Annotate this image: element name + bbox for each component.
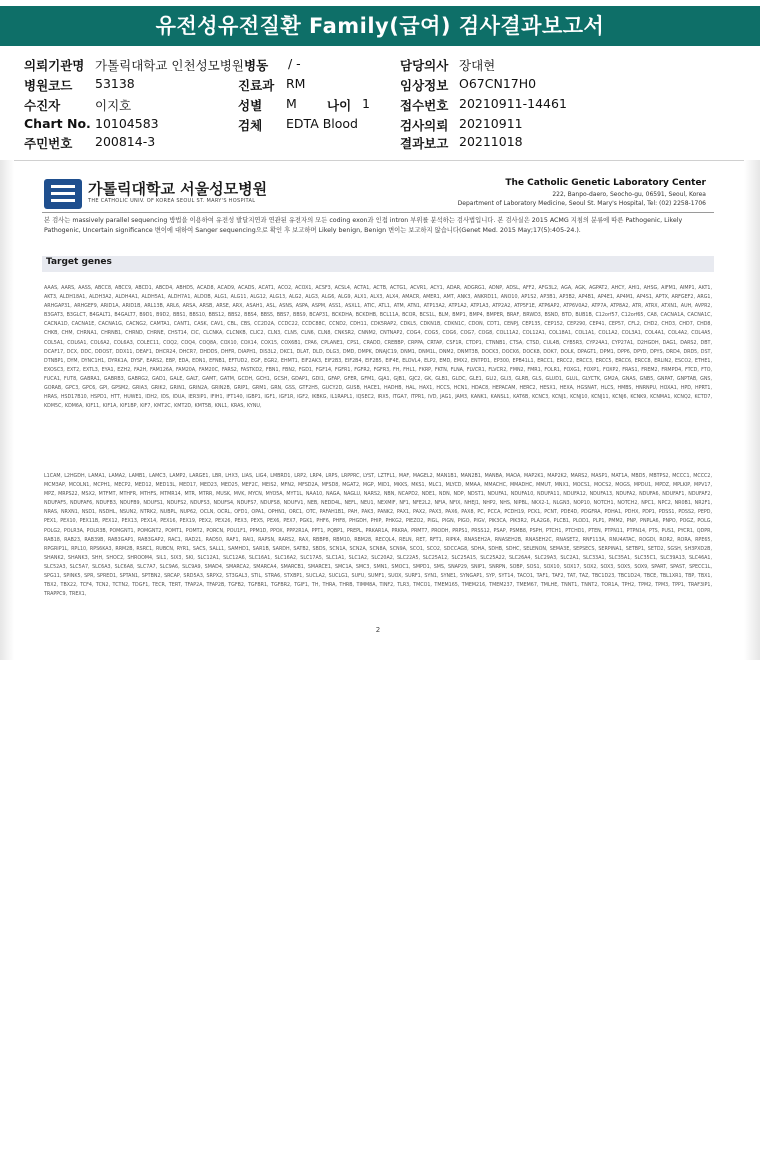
examinee-value: 이지호 <box>95 98 132 113</box>
request-date-label: 검사의뢰 <box>400 118 449 133</box>
scan-edge-left <box>0 160 14 660</box>
age-value: 1 <box>362 96 370 111</box>
resident-no-value: 200814-3 <box>95 134 156 149</box>
report-date-value: 20211018 <box>459 134 523 149</box>
hospital-code-value: 53138 <box>95 76 135 91</box>
report-title: 유전성유전질환 Family(급여) 검사결과보고서 <box>0 6 760 46</box>
hospital-code-label: 병원코드 <box>24 78 73 93</box>
receipt-no-value: 20210911-14461 <box>459 96 567 111</box>
lab-address-line-1: 222, Banpo-daero, Seocho-gu, 06591, Seoul, Korea <box>552 191 706 198</box>
hospital-subname: THE CATHOLIC UNIV. OF KOREA SEOUL ST. MARY'S HOSPITAL <box>88 198 256 204</box>
specimen-value: EDTA Blood <box>286 116 358 131</box>
clinical-info-value: O67CN17H0 <box>459 76 537 91</box>
hospital-name: 가톨릭대학교 서울성모병원 <box>88 180 268 198</box>
receipt-no-label: 접수번호 <box>400 98 449 113</box>
report-date-label: 결과보고 <box>400 136 449 151</box>
doctor-label: 담당의사 <box>400 58 449 73</box>
sex-value: M <box>286 96 297 111</box>
report-info-block <box>0 52 760 152</box>
specimen-label: 검체 <box>238 118 263 133</box>
page-number: 2 <box>375 626 381 634</box>
age-label: 나이 <box>327 98 352 113</box>
resident-no-label: 주민번호 <box>24 136 73 151</box>
chart-no-label: Chart No. <box>24 116 91 131</box>
gene-list-block-2: L1CAM, L2HGDH, LAMA1, LAMA2, LAMB1, LAMC3, LAMP2, LARGE1, LBR, LHX3, LIAS, LIG4, LMBRD1, LRP2, LRP4, LRPS, LRPPRC, LYST, LZTFL1, MAF, MAGEL2, MAN1B1, MAN2B1, MANBA, MAOA, MAP2K1, MAP2K2, MARS2, MASP1, MAT1A, MBD5, MBTPS2, MCCC1, MCCC2, MCM3AP, MCOLN1, MCPH1, MECP2, MED12, MED13L, MED17, MED23, MED25, MEF2C, MEIS2, MFN2, MFSD2A, MFSD8, MGAT2, MGP, MID1, MKKS, MKS1, MLC1, MLYCD, MMAA, MMACHC, MMADHC, MMUT, MNX1, MOCS1, MOCS2, MOGS, MPDU1, MPDZ, MPLKIP, MPV17, MPZ, MRPS22, MSX2, MTFMT, MTHFR, MTHFS, MTMR14, MTR, MTRR, MUSK, MVK, MYCN, MYO5A, MYT1L, NAA10, NAGA, NAGLU, NARS2, NBN, NCAPD2, NDE1, NDN, NDP, NDST1, NDUFA1, NDUFA10, NDUFA11, NDUFA12, NDUFA13, NDUFA2, NDUFA6, NDUFAF1, NDUFAF2, NDUFAF5, NDUFAF6, NDUFB3, NDUFB9, NDUFS1, NDUFS2, NDUFS3, NDUFS4, NDUFS7, NDUFS8, NDUFV1, NEB, NEDD4L, NEFL, NEU1, NEXMIF, NF1, NFE2L2, NFIA, NFIX, NHEJ1, NHP2, NHS, NIPBL, NKX2-1, NLGN3, NOP10, NOTCH1, NOTCH2, NPC1, NPC2, NR0B1, NR2F1, NRAS, NRXN1, NSD1, NSDHL, NSUN2, NTRK2, NUBPL, NUP62, OCLN, OCRL, OFD1, OPA1, OPHN1, ORC1, OTC, PAFAH1B1, PAH, PAK3, PANK2, PAX1, PAX2, PAX3, PAX6, PAX8, PC, PCCA, PCDH19, PCK1, PCNT, PDE4D, PDGFRA, PDHA1, PDHX, PDP1, PDSS1, PDSS2, PEPD, PEX1, PEX10, PEX11B, PEX12, PEX13, PEX14, PEX16, PEX19, PEX2, PEX26, PEX3, PEX5, PEX6, PEX7, PGK1, PHF6, PHF8, PHGDH, PHIP, PHKG2, PIEZO2, PIGL, PIGN, PIGO, PIGV, PIK3CA, PIK3R2, PLA2G6, PLCB1, PLOD1, PLP1, PMM2, PNP, PNPLA6, PNPO, POGZ, POLG, POLG2, POLR3A, POLR3B, POMGNT1, POMGNT2, POMT1, POMT2, PORCN, POU1F1, PPM1D, PPOX, PPP2R1A, PPT1, PQBP1, PREPL, PRKAR1A, PRKRA, PRMT7, PRODH, PRPS1, PRSS12, PSAP, PSMB8, PSPH, PTCH1, PTCHD1, PTEN, PTPN11, PTPN14, PTS, PUS1, PYCR1, QDPR, RAB18, RAB23, RAB39B, RAB3GAP1, RAB3GAP2, RAC1, RAD21, RAD50, RAF1, RAI1, RAPSN, RARS2, RAX, RBBP8, RBM10, RBM28, RECQL4, RELN, RET, RFT1, RIPK4, RNASEH2A, RNASEH2B, RNASEH2C, RNASET2, RNF113A, RNU4ATAC, ROGDI, ROR2, RORA, RPE65, RPGRIP1L, RPL10, RPS6KA3, RRM2B, RSRC1, RUBCN, RYR1, SACS, SALL1, SAMHD1, SAR1B, SARDH, SATB2, SBDS, SCN1A, SCN2A, SCN8A, SCN9A, SCO1, SCO2, SDCCAG8, SDHA, SDHB, SDHC, SELENON, SEMA3E, SEPSECS, SERPINA1, SETBP1, SETD2, SGSH, SH3PXD2B, SHANK2, SHANK3, SHH, SHOC2, SHROOM4, SIL1, SIX3, SKI, SLC12A1, SLC12A6, SLC16A1, SLC16A2, SLC17A5, SLC1A1, SLC1A2, SLC20A2, SLC22A5, SLC25A12, SLC25A15, SLC25A22, SLC26A4, SLC29A3, SLC2A1, SLC33A1, SLC35A1, SLC35C1, SLC39A13, SLC46A1, SLC52A3, SLC5A7, SLC6A3, SLC6A8, SLC7A7, SLC9A6, SLC9A9, SMAD4, SMARCA2, SMARCA4, SMARCB1, SMARCE1, SMC1A, SMC3, SMN1, SMOC1, SMPD1, SMS, SNAP29, SNIP1, SNRPN, SOBP, SOS1, SOX10, SOX17, SOX2, SOX3, SOX5, SOX9, SPART, SPAST, SPECC1L, SPG11, SPINK5, SPR, SPRED1, SPTAN1, SPTBN2, SRCAP, SRD5A3, SRPX2, ST3GAL3, STIL, STRA6, STXBP1, SUCLA2, SUCLG1, SUFU, SUMF1, SUOX, SURF1, SYN1, SYNE1, SYNGAP1, SYP, SYT14, TACO1, TAF1, TAF2, TAT, TAZ, TBC1D23, TBC1D24, TBCE, TBL1XR1, TBP, TBX1, TBX2, TBX22, TCF4, TCN2, TCTN2, TDGF1, TECR, TERT, TFAP2A, TFAP2B, TGFB2, TGFBR1, TGFBR2, TGIF1, TH, THRA, THRB, TIMM8A, TINF2, TLR3, TMCO1, TMEM165, TMEM216, TMEM237, TMEM67, TMLHE, TNNT1, TNNT2, TOR1A, TPH2, TPM2, TPM3, TPP1, TRAF3IP1, TRAPPC9, TREX1, <box>44 474 712 598</box>
examinee-label: 수진자 <box>24 98 61 113</box>
ward-label: 병동 <box>244 58 269 73</box>
target-genes-heading <box>42 256 714 272</box>
request-date-value: 20210911 <box>459 116 523 131</box>
doctor-value: 장대현 <box>459 58 496 73</box>
test-description: 본 검사는 massively parallel sequencing 방법을 이용하여 유전성 발달지연과 연관된 유전자의 모든 coding exon과 인접 intron 부위를 분석하는 검사법입니다. 본 검사실은 2015 ACMG 지침의 분류에 따른 Pathogenic, Likely Pathogenic, Uncertain significance 변이에 대하여 Sanger sequencing으로 확인 후 보고하며 Likely benign, Benign 변이는 보고하지 않습니다(Genet Med. 2015 May;17(5):405-24.). <box>44 217 683 234</box>
institution-label: 의뢰기관명 <box>24 58 85 73</box>
lab-center-name: The Catholic Genetic Laboratory Center <box>505 178 706 188</box>
lab-center-address <box>458 190 706 208</box>
scanned-report-page <box>28 172 728 657</box>
lab-address-line-2: Department of Laboratory Medicine, Seoul St. Mary's Hospital, Tel: (02) 2258-1706 <box>457 200 706 207</box>
target-genes-heading-text: Target genes <box>46 257 112 267</box>
department-label: 진료과 <box>238 78 275 93</box>
hospital-logo-icon <box>44 179 82 209</box>
scan-edge-right <box>744 160 760 660</box>
clinical-info-label: 임상정보 <box>400 78 449 93</box>
ward-value: / - <box>288 56 301 71</box>
header-divider <box>42 212 714 213</box>
department-value: RM <box>286 76 306 91</box>
institution-value: 가톨릭대학교 인천성모병원 <box>95 58 244 73</box>
gene-list-block-1: AAAS, AARS, AASS, ABCC8, ABCC9, ABCD1, ABCD4, ABHD5, ACAD8, ACAD9, ACADS, ACAT1, ACO2, ACOX1, ACSF3, ACSL4, ACTA1, ACTB, ACTG1, ACVR1, ACY1, ADAR, ADGRG1, ADNP, ADSL, AFF2, AFG3L2, AGA, AGK, AGPAT2, AHCY, AHI1, AHSG, AIFM1, AIMP1, AKT1, AKT3, ALDH18A1, ALDH3A2, ALDH4A1, ALDH5A1, ALDH7A1, ALDOB, ALG1, ALG11, ALG12, ALG13, ALG2, ALG3, ALG6, ALG9, ALX1, ALX3, ALX4, AMACR, AMER1, AMT, ANK3, ANKRD11, ANO10, AP1S2, AP3B1, AP3B2, AP4B1, AP4E1, AP4M1, AP4S1, APTX, ARFGEF2, ARG1, ARHGAP31, ARHGEF9, ARID1A, ARID1B, ARL13B, ARL6, ARSA, ARSB, ARSE, ARX, ASAH1, ASL, ASNS, ASPA, ASPM, ASS1, ASXL1, ATIC, ATL1, ATM, ATN1, ATP13A2, ATP1A2, ATP1A3, ATP2A2, ATP5F1E, ATP6AP2, ATP6V0A2, ATP7A, ATP8A2, ATR, ATRX, ATXN1, AUH, AVPR2, B3GAT3, B3GLCT, B4GALT1, B4GALT7, B9D1, B9D2, BBS1, BBS10, BBS12, BBS2, BBS4, BBS5, BBS7, BBS9, BCAP31, BCKDHA, BCKDHB, BCL11A, BCOR, BCS1L, BLM, BMP1, BMP4, BMPER, BRAF, BRWD3, BSND, BTD, BUB1B, C12orf57, C12orf65, CA8, CACNA1A, CACNA1C, CACNA1D, CACNA1E, CACNA1G, CACNG2, CAMTA1, CANT1, CASK, CAV1, CBL, CBS, CC2D2A, CCDC22, CCDC88C, CCND2, CDH11, CDK5RAP2, CDKL5, CDKN1B, CDKN1C, CDON, CDT1, CENPJ, CEP135, CEP152, CEP290, CEP41, CEP57, CFL2, CHD2, CHD3, CHD7, CHD8, CHKB, CHM, CHRNA1, CHRNB1, CHRND, CHRNE, CHST14, CIC, CLCNKA, CLCNKB, CLIC2, CLN3, CLN5, CLN6, CLN8, CNKSR2, CNNM2, CNTNAP2, COG4, COG5, COG6, COG7, COG8, COL11A2, COL12A1, COL18A1, COL1A1, COL1A2, COL3A1, COL4A1, COL4A2, COL4A5, COL5A1, COL6A1, COL6A2, COL6A3, COLEC11, COQ2, COQ4, COQ8A, COX10, COX14, COX15, COX6B1, CPA6, CPLANE1, CPS1, CRADD, CREBBP, CRPPA, CRTAP, CSF1R, CTDP1, CTNNB1, CTSA, CTSD, CUL4B, CYB5R3, CYP24A1, CYP27A1, D2HGDH, DAG1, DARS2, DBT, DCAF17, DCX, DDC, DDOST, DDX11, DEAF1, DHCR24, DHCR7, DHDDS, DHFR, DIAPH1, DIS3L2, DKC1, DLAT, DLD, DLG3, DMD, DMPK, DNAJC19, DNM1, DNM1L, DNM2, DNMT3B, DOCK3, DOCK6, DOCK8, DOK7, DOLK, DPAGT1, DPM1, DPP6, DPYD, DPYS, DRD4, DRD5, DST, DTNBP1, DYM, DYNC1H1, DYRK1A, DYSF, EARS2, EBP, EDA, EDN1, EFNB1, EFTUD2, EGF, EGR2, EHMT1, EIF2AK3, EIF2B3, EIF2B4, EIF2B5, EIF4E, ELOVL4, ELP2, EMD, EMX2, ENTPD1, EP300, EPB41L1, ERCC1, ERCC2, ERCC3, ERCC5, ERCC6, ERCC8, ERLIN2, ESCO2, ETHE1, EXOSC3, EXT2, EXTL3, EYA1, EZH2, FA2H, FAM126A, FAM20A, FAM20C, FARS2, FASTKD2, FBN1, FBN2, FGD1, FGF14, FGFR1, FGFR2, FGFR3, FH, FHL1, FKRP, FKTN, FLNA, FLVCR1, FLVCR2, FMN2, FMR1, FOLR1, FOXG1, FOXP1, FOXP2, FRAS1, FREM2, FRMPD4, FTCD, FTO, FUCA1, FUT8, GABRA1, GABRB3, GABRG2, GAD1, GALE, GALT, GAMT, GATM, GCDH, GCH1, GCSH, GDAP1, GDI1, GFAP, GFER, GFM1, GJA1, GJB1, GJC2, GK, GLB1, GLDC, GLE1, GLI2, GLI3, GLRB, GLS, GLUD1, GLUL, GLYCTK, GM2A, GNAS, GNB5, GNPAT, GNPTAB, GNS, GORAB, GPC3, GPC6, GPI, GPSM2, GRIA3, GRIK2, GRIN1, GRIN2A, GRIN2B, GRIP1, GRM1, GRN, GSS, GTF2H5, GUCY2D, GUSB, HACE1, HADHB, HAL, HAX1, HCCS, HCN1, HDAC8, HEPACAM, HERC2, HESX1, HEXA, HGSNAT, HLCS, HMBS, HNRNPU, HOXA1, HPD, HPRT1, HRAS, HSD17B10, HSPD1, HTT, HUWE1, IDH2, IDS, IDUA, IER3IP1, IFIH1, IFT140, IGBP1, IGF1, IGF1R, IGF2, IKBKG, IL1RAPL1, IQSEC2, IRX5, ITGA7, ITPR1, IVD, JAG1, JAM3, KANK1, KANSL1, KAT6B, KCNC3, KCNJ1, KCNJ10, KCNJ11, KCNJ6, KCNK9, KCNMA1, KCNQ2, KCTD7, KDM5C, KDM6A, KIF11, KIF1A, KIF1BP, KIF7, KMT2C, KMT2D, KMT5B, KNL1, KRAS, KYNU, <box>44 286 712 410</box>
sex-label: 성별 <box>238 98 263 113</box>
chart-no-value: 10104583 <box>95 116 159 131</box>
